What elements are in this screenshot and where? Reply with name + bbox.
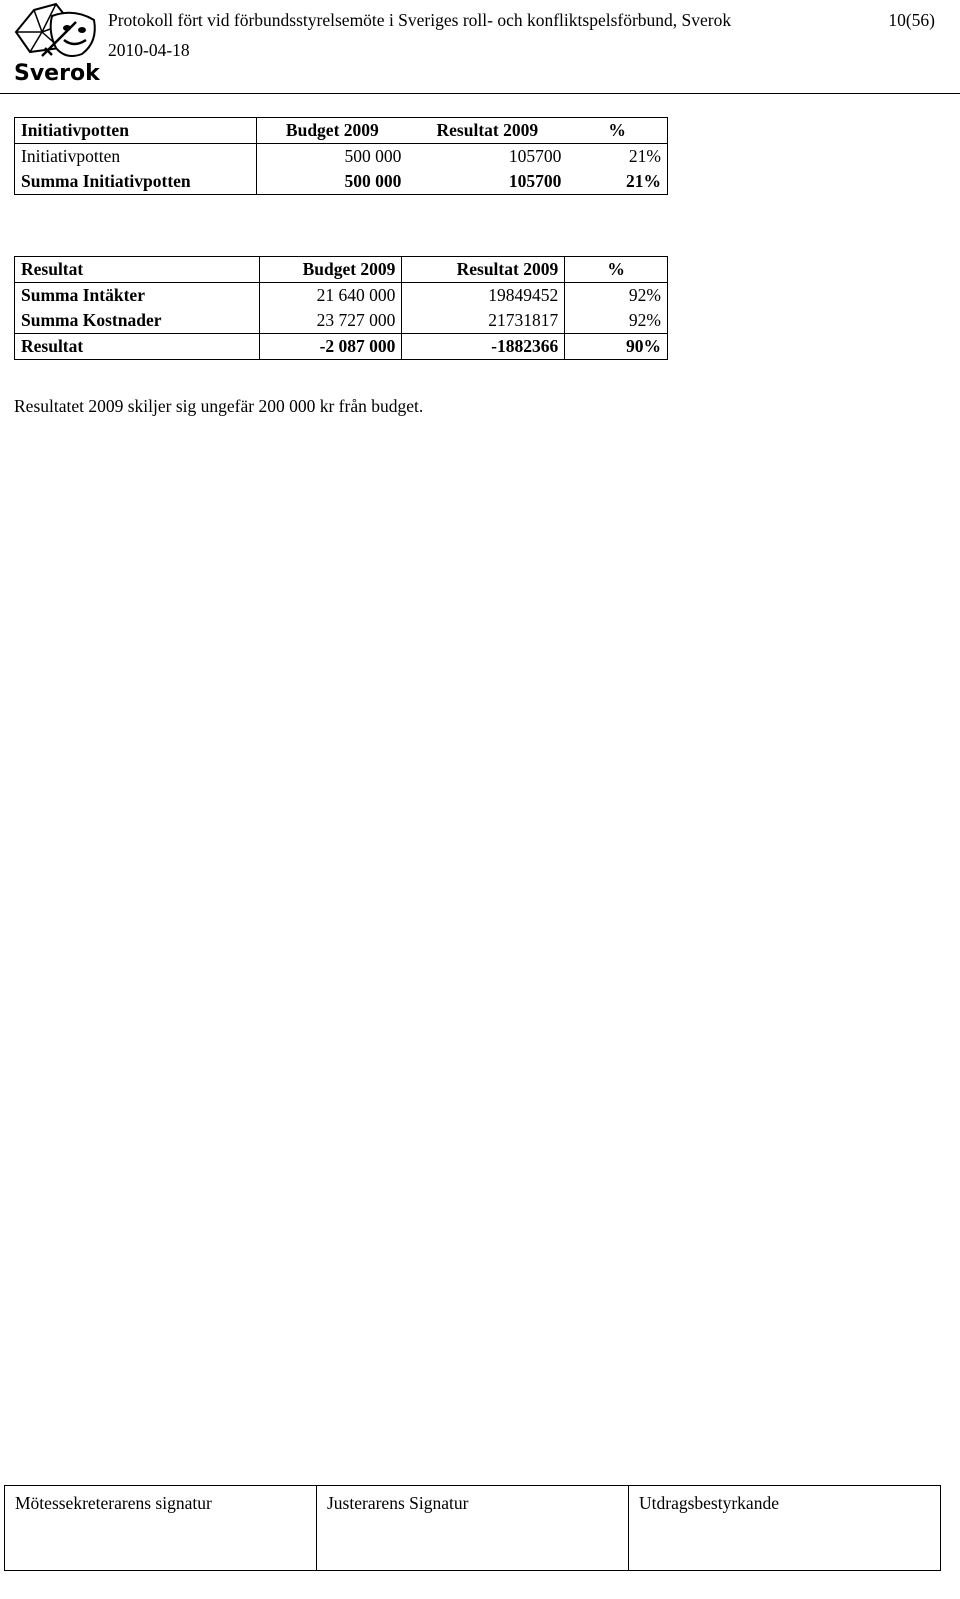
table-header-row — [15, 118, 668, 144]
budget-value: 500 000 — [344, 171, 402, 191]
header-cell: Budget 2009 — [259, 257, 402, 283]
header-cell: % — [567, 118, 667, 144]
header-cell: Resultat 2009 — [407, 118, 567, 144]
row-label: Initiativpotten — [15, 144, 257, 170]
result-value: 105700 — [508, 171, 562, 191]
logo-wordmark: Sverok — [14, 61, 100, 86]
table-row — [15, 144, 668, 170]
row-label: Summa Initiativpotten — [15, 169, 257, 195]
result-value: 21731817 — [402, 308, 565, 334]
table-row — [15, 283, 668, 309]
percent-value: 92% — [565, 308, 668, 334]
result-summary-text: Resultatet 2009 skiljer sig ungefär 200 000 kr från budget. — [14, 396, 424, 416]
row-label: Summa Intäkter — [15, 283, 260, 309]
row-label: Resultat — [15, 334, 260, 360]
percent-value: 90% — [626, 336, 661, 356]
table-header-row — [15, 257, 668, 283]
header-cell: Resultat 2009 — [402, 257, 565, 283]
header-cell: Budget 2009 — [257, 118, 408, 144]
header-divider — [0, 93, 960, 94]
signature-footer — [4, 1485, 941, 1571]
table-row — [15, 334, 668, 360]
initiativpotten-table — [14, 117, 668, 195]
document-date: 2010-04-18 — [108, 40, 190, 60]
resultat-table — [14, 256, 668, 360]
sverok-logo — [12, 2, 102, 86]
table-row — [15, 169, 668, 195]
percent-value: 92% — [628, 285, 661, 305]
page-number: 10(56) — [888, 10, 935, 30]
adjuster-signature-cell: Justerarens Signatur — [317, 1486, 629, 1570]
document-title: Protokoll fört vid förbundsstyrelsemöte i Sveriges roll- och konfliktspelsförbund, Sverok — [108, 10, 732, 30]
header-cell: Initiativpotten — [15, 118, 257, 144]
budget-value: 21 640 000 — [259, 283, 402, 309]
budget-value: -2 087 000 — [259, 334, 402, 360]
extract-certification-cell: Utdragsbestyrkande — [639, 1493, 779, 1513]
budget-value: 500 000 — [344, 146, 402, 166]
result-value: -1882366 — [402, 334, 565, 360]
percent-value: 21% — [628, 146, 661, 166]
result-value: 105700 — [508, 146, 562, 166]
table-row — [15, 308, 668, 334]
logo-icon — [12, 2, 102, 86]
header-cell: Resultat — [15, 257, 260, 283]
percent-value: 21% — [626, 171, 661, 191]
budget-value: 23 727 000 — [259, 308, 402, 334]
secretary-signature-cell: Mötessekreterarens signatur — [5, 1486, 317, 1570]
header-cell: % — [565, 257, 668, 283]
result-value: 19849452 — [402, 283, 565, 309]
row-label: Summa Kostnader — [15, 308, 260, 334]
